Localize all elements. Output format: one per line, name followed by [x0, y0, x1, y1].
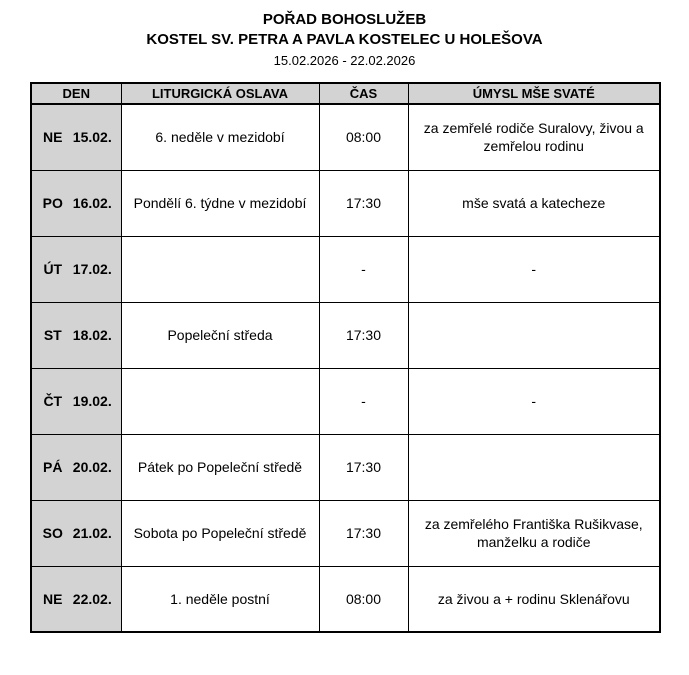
time-cell: 17:30: [319, 170, 408, 236]
day-cell: [31, 566, 121, 632]
day-date: 17.02.: [72, 261, 112, 277]
day-abbr: PO: [42, 195, 63, 211]
table-row: [31, 434, 660, 500]
day-abbr: ST: [43, 327, 62, 343]
intention-cell: za živou a + rodinu Sklenářovu: [408, 566, 660, 632]
day-date: 15.02.: [72, 129, 112, 146]
time-cell: 08:00: [319, 104, 408, 170]
celebration-cell: Pondělí 6. týdne v mezidobí: [121, 170, 319, 236]
day-cell: [31, 104, 121, 170]
column-header-liturgicka-oslava: LITURGICKÁ OSLAVA: [121, 83, 319, 104]
day-date: 16.02.: [72, 195, 112, 211]
day-date: 22.02.: [72, 590, 112, 607]
table-row: [31, 170, 660, 236]
intention-cell: za zemřelé rodiče Suralovy, živou a zemřelou rodinu: [408, 104, 660, 170]
celebration-cell: [121, 236, 319, 302]
column-header-cas: ČAS: [319, 83, 408, 104]
day-abbr: NE: [43, 129, 63, 146]
time-cell: 08:00: [319, 566, 408, 632]
schedule-table: [30, 82, 661, 633]
celebration-cell: Popeleční středa: [121, 302, 319, 368]
time-cell: -: [319, 236, 408, 302]
intention-cell: -: [408, 368, 660, 434]
column-header-umysl: ÚMYSL MŠE SVATÉ: [408, 83, 660, 104]
day-abbr: NE: [43, 590, 63, 607]
document-header: [0, 10, 689, 70]
celebration-cell: Pátek po Popeleční středě: [121, 434, 319, 500]
document-subtitle: KOSTEL SV. PETRA A PAVLA KOSTELEC U HOLEŠOVA: [146, 31, 543, 48]
intention-cell: za zemřelého Františka Rušikvase, manželku a rodiče: [408, 500, 660, 566]
intention-cell: [408, 434, 660, 500]
table-row: [31, 236, 660, 302]
table-row: [31, 104, 660, 170]
time-cell: 17:30: [319, 302, 408, 368]
intention-cell: [408, 302, 660, 368]
intention-cell: -: [408, 236, 660, 302]
celebration-cell: 1. neděle postní: [121, 566, 319, 632]
celebration-cell: Sobota po Popeleční středě: [121, 500, 319, 566]
celebration-cell: 6. neděle v mezidobí: [121, 104, 319, 170]
time-cell: 17:30: [319, 500, 408, 566]
day-abbr: PÁ: [43, 459, 63, 475]
time-cell: 17:30: [319, 434, 408, 500]
table-header-row: [31, 83, 660, 104]
document-title: POŘAD BOHOSLUŽEB: [262, 11, 427, 28]
day-cell: [31, 500, 121, 566]
day-cell: [31, 368, 121, 434]
table-row: [31, 566, 660, 632]
day-cell: [31, 434, 121, 500]
day-date: 20.02.: [72, 459, 112, 475]
table-row: [31, 500, 660, 566]
day-date: 18.02.: [72, 327, 112, 343]
column-header-den: DEN: [31, 83, 121, 104]
celebration-cell: [121, 368, 319, 434]
day-date: 19.02.: [72, 393, 112, 409]
date-range: 15.02.2026 - 22.02.2026: [273, 53, 416, 68]
time-cell: -: [319, 368, 408, 434]
day-cell: [31, 302, 121, 368]
table-row: [31, 302, 660, 368]
day-abbr: SO: [42, 525, 63, 541]
day-date: 21.02.: [72, 525, 112, 541]
table-row: [31, 368, 660, 434]
intention-cell: mše svatá a katecheze: [408, 170, 660, 236]
day-abbr: ÚT: [43, 261, 63, 277]
day-cell: [31, 170, 121, 236]
day-cell: [31, 236, 121, 302]
day-abbr: ČT: [43, 393, 63, 409]
